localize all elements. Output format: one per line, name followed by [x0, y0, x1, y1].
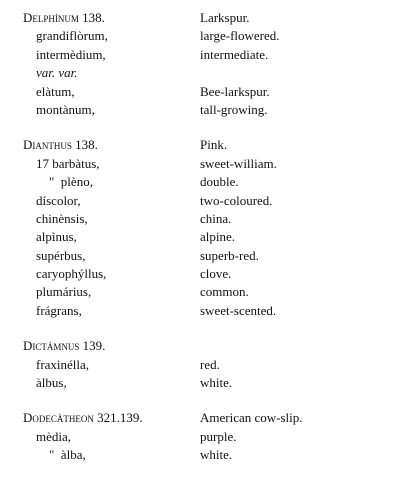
genus-name: Dianthus 138.: [23, 137, 98, 153]
species-row: [23, 228, 393, 246]
species-row: [23, 27, 393, 45]
species-latin: mèdia,: [36, 428, 72, 444]
species-latin: plumárius,: [36, 284, 92, 300]
genus-name: Delphínum 138.: [23, 10, 105, 25]
species-english: superb-red.: [200, 247, 259, 263]
species-row: [23, 374, 393, 392]
species-english: alpine.: [200, 229, 236, 245]
species-row: [23, 302, 393, 320]
species-latin: elàtum,: [36, 83, 75, 99]
species-english: red.: [200, 356, 220, 372]
species-latin: àlbus,: [36, 375, 67, 391]
species-row: [23, 446, 393, 464]
species-row: [23, 173, 393, 191]
species-row: [23, 155, 393, 173]
species-latin: " àlba,: [36, 447, 86, 463]
species-english: white.: [200, 447, 233, 463]
species-latin: 17 barbàtus,: [36, 155, 100, 171]
species-row: [23, 210, 393, 228]
species-latin: montànum,: [36, 101, 95, 117]
genus-group-dianthus: [23, 136, 393, 320]
species-latin: frágrans,: [36, 302, 82, 318]
genus-name: Dictámnus 139.: [23, 338, 106, 354]
species-english: large-flowered.: [200, 28, 280, 44]
document-page: [23, 9, 393, 465]
species-english: common.: [200, 284, 249, 300]
species-row: [23, 428, 393, 446]
genus-group-dodecatheon: [23, 409, 393, 464]
species-latin: var. var.: [36, 65, 78, 81]
species-row: [23, 283, 393, 301]
genus-group-dictamnus: [23, 337, 393, 392]
species-latin: " plèno,: [36, 174, 93, 190]
genus-row: [23, 9, 393, 27]
genus-name: Dodecàtheon 321.139.: [23, 410, 143, 426]
species-row: [23, 46, 393, 64]
species-english: intermediate.: [200, 46, 269, 62]
species-english: [200, 64, 393, 82]
species-latin: supérbus,: [36, 247, 86, 263]
species-english: double.: [200, 174, 239, 190]
species-latin: fraxinélla,: [36, 356, 90, 372]
genus-row: [23, 409, 393, 427]
species-latin: intermèdium,: [36, 46, 106, 62]
species-english: white.: [200, 375, 233, 391]
species-english: clove.: [200, 266, 232, 282]
genus-common-name: Pink.: [200, 137, 228, 153]
species-latin: caryophýllus,: [36, 266, 107, 282]
genus-row: [23, 136, 393, 154]
species-row: [23, 265, 393, 283]
species-english: sweet-scented.: [200, 302, 277, 318]
species-row: [23, 356, 393, 374]
species-english: two-coloured.: [200, 192, 273, 208]
species-row: [23, 101, 393, 119]
species-english: Bee-larkspur.: [200, 83, 270, 99]
species-row: [23, 247, 393, 265]
species-english: purple.: [200, 428, 237, 444]
species-english: sweet-william.: [200, 155, 277, 171]
species-latin: grandiflòrum,: [36, 28, 108, 44]
genus-common-name: American cow-slip.: [200, 410, 303, 426]
species-row: [23, 64, 393, 82]
species-latin: alpìnus,: [36, 229, 77, 245]
species-english: tall-growing.: [200, 101, 268, 117]
species-english: china.: [200, 210, 232, 226]
species-row: [23, 83, 393, 101]
genus-row: [23, 337, 393, 355]
genus-common-name: [200, 337, 393, 355]
genus-common-name: Larkspur.: [200, 10, 250, 25]
species-row: [23, 192, 393, 210]
genus-group-delphinum: [23, 9, 393, 119]
species-latin: chinènsis,: [36, 210, 88, 226]
species-latin: díscolor,: [36, 192, 81, 208]
